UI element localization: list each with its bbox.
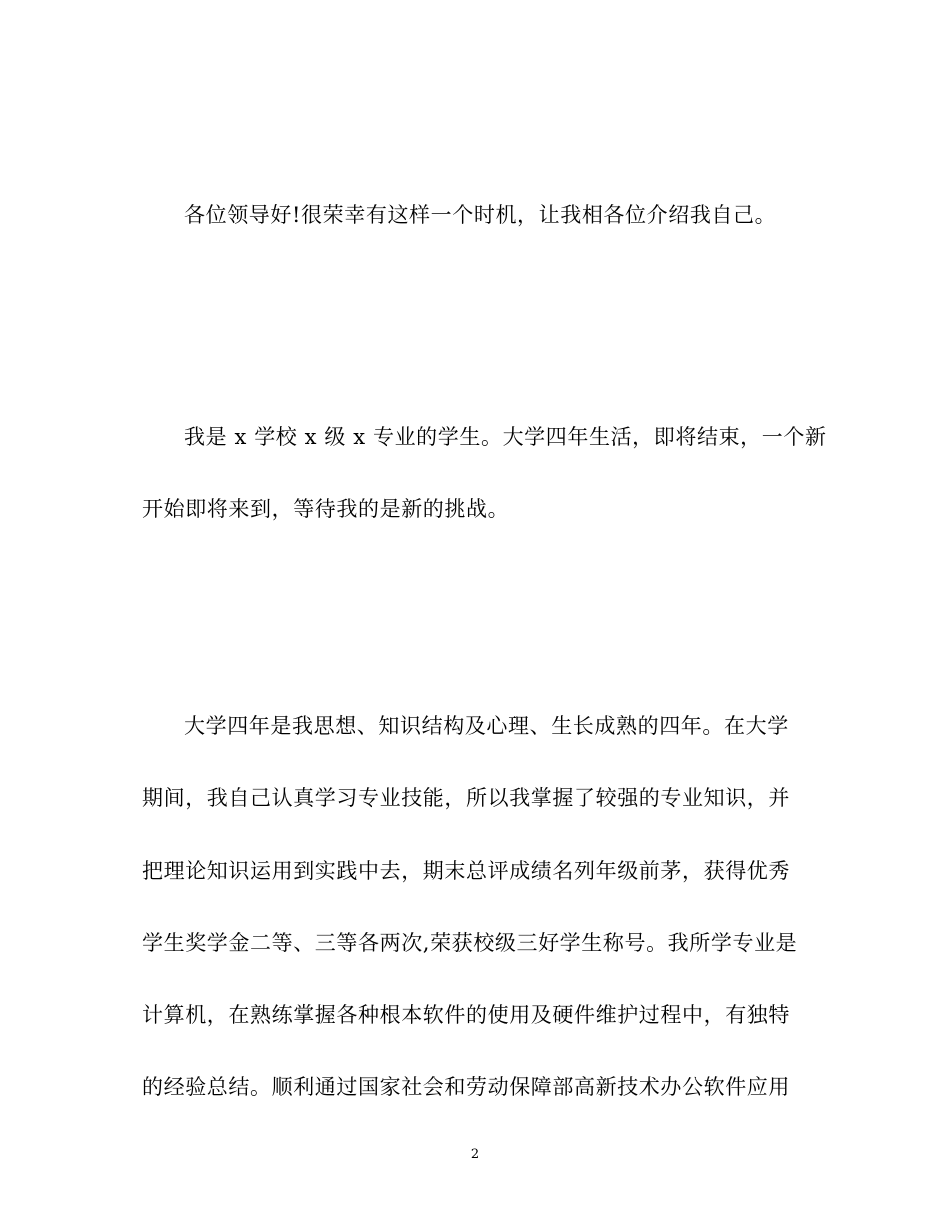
paragraph-3-line-6: 的经验总结。顺利通过国家社会和劳动保障部高新技术办公软件应用: [142, 1075, 790, 1099]
paragraph-3-line-4: 学生奖学金二等、三等各两次,荣获校级三好学生称号。我所学专业是: [142, 931, 798, 955]
paragraph-2-line-1: 我是 x 学校 x 级 x 专业的学生。大学四年生活，即将结束，一个新: [184, 425, 827, 449]
paragraph-2-line-2: 开始即将来到，等待我的是新的挑战。: [142, 497, 510, 521]
paragraph-3-line-1: 大学四年是我思想、知识结构及心理、生长成熟的四年。在大学: [184, 714, 789, 738]
paragraph-1-line-1: 各位领导好!很荣幸有这样一个时机，让我相各位介绍我自己。: [184, 203, 777, 227]
paragraph-3-line-5: 计算机，在熟练掌握各种根本软件的使用及硬件维护过程中，有独特: [142, 1003, 790, 1027]
paragraph-3-line-2: 期间，我自己认真学习专业技能，所以我掌握了较强的专业知识，并: [142, 786, 790, 810]
page-number: 2: [470, 1147, 480, 1162]
paragraph-3-line-3: 把理论知识运用到实践中去，期末总评成绩名列年级前茅，获得优秀: [142, 859, 790, 883]
